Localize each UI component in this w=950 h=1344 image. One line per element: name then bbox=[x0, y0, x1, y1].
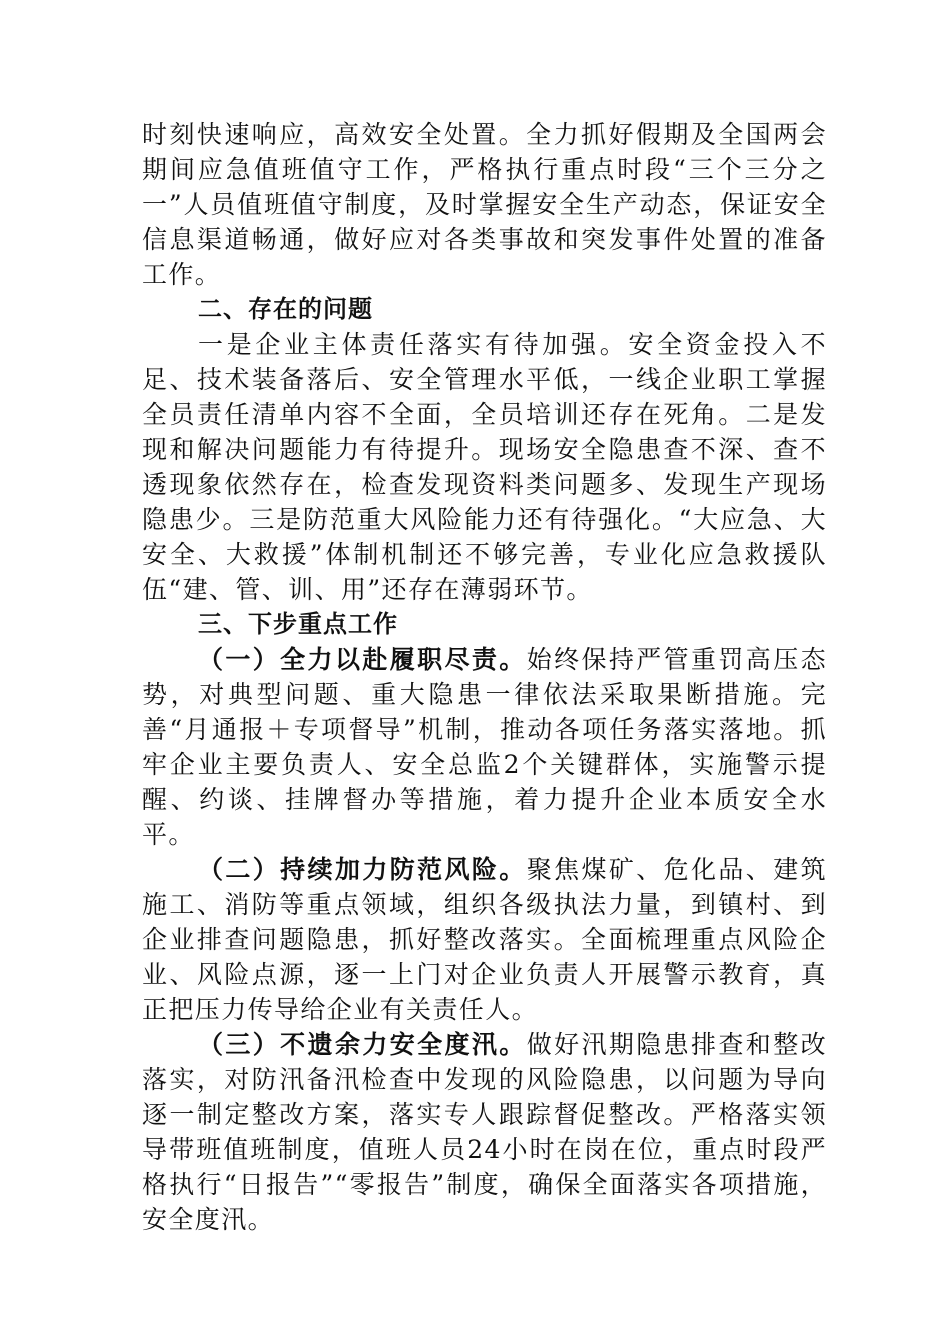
next-step-item-3-body: 做好汛期隐患排查和整改落实，对防汛备汛检查中发现的风险隐患，以问题为导向逐一制定整改方案，落实专人跟踪督促整改。严格落实领导带班值班制度，值班人员24小时在岗在位，重点时段严格执行“日报告”“零报告”制度，确保全面落实各项措施，安全度汛。 bbox=[142, 1030, 827, 1234]
problems-paragraph: 一是企业主体责任落实有待加强。安全资金投入不足、技术装备落后、安全管理水平低，一线企业职工掌握全员责任清单内容不全面，全员培训还存在死角。二是发现和解决问题能力有待提升。现场安全隐患查不深、查不透现象依然存在，检查发现资料类问题多、发现生产现场隐患少。三是防范重大风险能力还有待强化。“大应急、大安全、大救援”体制机制还不够完善，专业化应急救援队伍“建、管、训、用”还存在薄弱环节。 bbox=[142, 330, 827, 604]
next-step-item-2 bbox=[142, 852, 827, 1027]
document-body bbox=[142, 117, 827, 1237]
intro-paragraph: 时刻快速响应，高效安全处置。全力抓好假期及全国两会期间应急值班值守工作，严格执行重点时段“三个三分之一”人员值班值守制度，及时掌握安全生产动态，保证安全信息渠道畅通，做好应对各类事故和突发事件处置的准备工作。 bbox=[142, 120, 827, 289]
next-step-item-1-title: （一）全力以赴履职尽责。 bbox=[198, 645, 527, 674]
next-step-item-3-title: （三）不遗余力安全度汛。 bbox=[198, 1030, 527, 1059]
next-step-item-1 bbox=[142, 642, 827, 852]
next-step-item-2-title: （二）持续加力防范风险。 bbox=[198, 855, 527, 884]
next-step-item-3 bbox=[142, 1027, 827, 1237]
section-heading-next-steps: 三、下步重点工作 bbox=[198, 610, 398, 638]
next-step-item-2-body: 聚焦煤矿、危化品、建筑施工、消防等重点领域，组织各级执法力量，到镇村、到企业排查问题隐患，抓好整改落实。全面梳理重点风险企业、风险点源，逐一上门对企业负责人开展警示教育，真正把压力传导给企业有关责任人。 bbox=[142, 855, 827, 1024]
section-heading-problems: 二、存在的问题 bbox=[198, 295, 373, 323]
next-step-item-1-body: 始终保持严管重罚高压态势，对典型问题、重大隐患一律依法采取果断措施。完善“月通报＋专项督导”机制，推动各项任务落实落地。抓牢企业主要负责人、安全总监2个关键群体，实施警示提醒、约谈、挂牌督办等措施，着力提升企业本质安全水平。 bbox=[142, 645, 827, 849]
